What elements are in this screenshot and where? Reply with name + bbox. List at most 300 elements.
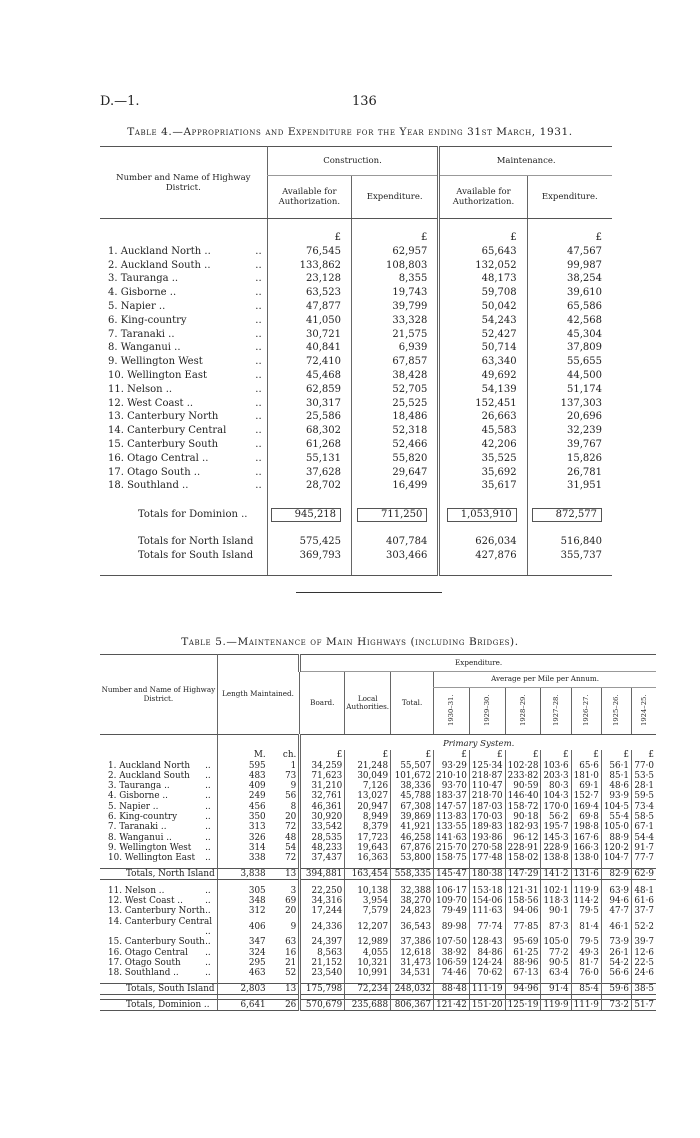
t5-unit: £	[505, 750, 541, 760]
t4-totals-south-m-exp: 355,737	[527, 549, 612, 563]
t5-local: 72,234	[345, 983, 391, 994]
t5-unit: £	[391, 750, 434, 760]
t4-totals-dominion-c-exp	[352, 507, 439, 523]
t5-chains: 73	[285, 770, 297, 781]
t5-avg-6: 39·7	[632, 937, 657, 947]
t4-row	[100, 272, 612, 286]
t4-totals-dominion-value: 1,053,910	[447, 508, 517, 522]
t5-miles: 326	[217, 833, 267, 843]
t4-totals-dominion-m-avail	[439, 507, 527, 523]
t4-district-name: 13. Canterbury North	[108, 411, 219, 423]
t5-avg-3: 203·3	[541, 771, 571, 781]
t4-leader-dots: ..	[255, 342, 262, 354]
t5-row-district	[100, 791, 217, 801]
t5-system-blank	[100, 735, 217, 751]
t5-local: 12,207	[345, 917, 391, 938]
t4-district	[100, 341, 267, 355]
t5-local: 163,454	[345, 868, 391, 879]
t5-avg-5: 93·9	[601, 791, 631, 801]
t5-avg-2: 158·72	[505, 802, 541, 812]
t5-avg-1: 151·20	[469, 999, 505, 1010]
t5-board: 570,679	[300, 999, 345, 1010]
t5-row-label: 18. Southland ..	[108, 968, 179, 979]
t5-avg-0: 106·17	[434, 886, 470, 896]
t4-district	[100, 314, 267, 328]
t5-avg-1: 180·38	[469, 868, 505, 879]
t4-totals-dominion-value: 711,250	[357, 508, 427, 522]
t5-row	[100, 843, 656, 853]
t5-chains: 13	[268, 868, 300, 879]
t4-spacer-cell	[267, 219, 351, 232]
t5-board: 8,563	[300, 948, 345, 958]
t5-col-length: Length Maintained.	[217, 655, 300, 735]
t4-m-available: 50,042	[439, 300, 527, 314]
t5-avg-1: 111·19	[469, 983, 505, 994]
t5-chains: 9	[290, 781, 297, 792]
t5-miles: 456	[217, 802, 267, 812]
t4-c-available: 23,128	[267, 272, 351, 286]
t5-total: 67,308	[391, 802, 434, 812]
t5-avg-1: 110·47	[469, 781, 505, 791]
t4-district-name: 14. Canterbury Central	[108, 425, 227, 437]
t4-m-available: 35,525	[439, 452, 527, 466]
t5-row-district	[100, 761, 217, 771]
t5-avg-4: 69·1	[571, 781, 601, 791]
t5-total: 41,921	[391, 822, 434, 832]
t4-leader-dots: ..	[255, 452, 262, 464]
t5-avg-5: 63·9	[601, 886, 631, 896]
t4-c-expenditure: 55,820	[352, 452, 439, 466]
t5-total: 32,388	[391, 886, 434, 896]
t5-row-district	[100, 948, 217, 958]
t5-local: 3,954	[345, 896, 391, 906]
t4-totals-dominion-m-exp	[527, 507, 612, 523]
t5-chains: 72	[285, 822, 297, 833]
t5-chains: 8	[290, 801, 297, 812]
t5-year-5	[601, 688, 631, 735]
t5-avg-1: 125·34	[469, 761, 505, 771]
t5-year-label: 1924–25.	[639, 694, 648, 726]
t4-m-expenditure: 51,174	[527, 383, 612, 397]
t5-total-south-label: Totals, South Island	[126, 983, 215, 994]
t5-avg-5: 82·9	[601, 868, 631, 879]
t5-unit: £	[601, 750, 631, 760]
t5-avg-0: 210·10	[434, 771, 470, 781]
table4-title: Table 4.—Appropriations and Expenditure for the Year ending 31st March, 1931.	[127, 126, 573, 138]
t5-avg-1: 124·24	[469, 958, 505, 968]
t4-leader-dots: ..	[255, 369, 262, 381]
t5-local: 10,138	[345, 886, 391, 896]
t4-district-name: 8. Wanganui ..	[108, 342, 181, 354]
t5-avg-4: 152·7	[571, 791, 601, 801]
t4-district-name: 5. Napier ..	[108, 300, 166, 312]
table5	[100, 654, 656, 1011]
t5-miles: 249	[217, 791, 267, 801]
t4-m-expenditure: 55,655	[527, 355, 612, 369]
t4-c-available: 30,721	[267, 328, 351, 342]
t4-district	[100, 479, 267, 493]
t4-totals-north-c-avail: 575,425	[267, 535, 351, 549]
t5-avg-4: 111·9	[571, 999, 601, 1010]
t5-avg-6: 48·1	[632, 886, 657, 896]
t4-unit: £	[352, 231, 439, 245]
t4-m-available: 42,206	[439, 438, 527, 452]
t5-row-district	[100, 917, 217, 938]
t5-row	[100, 761, 656, 771]
t5-chains: 13	[268, 983, 300, 994]
t5-avg-4: 166·3	[571, 843, 601, 853]
t5-total: 46,258	[391, 833, 434, 843]
t4-district	[100, 300, 267, 314]
t4-m-expenditure: 137,303	[527, 397, 612, 411]
t5-avg-5: 73·2	[601, 999, 631, 1010]
t5-avg-3: 80·3	[541, 781, 571, 791]
t5-avg-2: 102·28	[505, 761, 541, 771]
t5-avg-5: 46·1	[601, 917, 631, 938]
t4-spacer-cell	[267, 523, 351, 535]
t5-avg-6: 58·5	[632, 812, 657, 822]
t4-district-name: 17. Otago South ..	[108, 466, 201, 478]
t4-m-available: 54,139	[439, 383, 527, 397]
t5-year-6	[632, 688, 657, 735]
t4-leader-dots: ..	[255, 383, 262, 395]
t4-m-available: 50,714	[439, 341, 527, 355]
t5-unit: £	[434, 750, 470, 760]
t5-avg-2: 125·19	[505, 999, 541, 1010]
t5-row	[100, 906, 656, 916]
t4-leader-dots: ..	[255, 259, 262, 271]
t4-totals-dominion-value: 945,218	[271, 508, 341, 522]
t5-total: 31,473	[391, 958, 434, 968]
t5-total: 38,336	[391, 781, 434, 791]
t5-row-label: 2. Auckland South	[108, 770, 190, 781]
t4-leader-dots: ..	[255, 287, 262, 299]
t5-leader-dots: ..	[205, 760, 211, 771]
t4-district-name: 2. Auckland South ..	[108, 259, 211, 271]
t5-avg-0: 133·55	[434, 822, 470, 832]
t5-avg-3: 228·9	[541, 843, 571, 853]
t4-district	[100, 410, 267, 424]
t5-body	[100, 735, 656, 1011]
t5-avg-6: 59·5	[632, 791, 657, 801]
t4-spacer-cell	[527, 523, 612, 535]
t5-avg-4: 169·4	[571, 802, 601, 812]
t5-total-south	[100, 983, 656, 994]
t4-m-available: 48,173	[439, 272, 527, 286]
t5-row-label: 16. Otago Central	[108, 947, 188, 958]
t4-c-expenditure: 52,466	[352, 438, 439, 452]
t5-avg-0: 93·29	[434, 761, 470, 771]
t5-year-0	[434, 688, 470, 735]
t4-totals-dominion-label: Totals for Dominion ..	[138, 509, 248, 521]
t5-avg-3: 118·3	[541, 896, 571, 906]
t4-row	[100, 259, 612, 273]
t4-district-name: 6. King-country	[108, 314, 187, 326]
t5-avg-1: 153·18	[469, 886, 505, 896]
t4-c-available: 30,317	[267, 397, 351, 411]
t5-avg-2: 90·59	[505, 781, 541, 791]
t5-chains: 72	[285, 853, 297, 864]
t5-avg-2: 94·96	[505, 983, 541, 994]
t5-row-label: 6. King-country	[108, 812, 178, 823]
t5-avg-3: 56·2	[541, 812, 571, 822]
t5-system-blank	[217, 735, 267, 751]
t4-leader-dots: ..	[255, 438, 262, 450]
t5-row-label: 10. Wellington East	[108, 853, 196, 864]
t5-unit: £	[632, 750, 657, 760]
t4-district	[100, 397, 267, 411]
t5-row-district	[100, 896, 217, 906]
t5-miles: 595	[217, 761, 267, 771]
t4-totals-north-m-exp: 516,840	[527, 535, 612, 549]
t5-local: 16,363	[345, 853, 391, 863]
t5-total: 55,507	[391, 761, 434, 771]
t5-avg-6: 54·4	[632, 833, 657, 843]
t4-row	[100, 245, 612, 259]
t4-m-available: 65,643	[439, 245, 527, 259]
t5-avg-3: 90·5	[541, 958, 571, 968]
t4-spacer-cell	[439, 563, 527, 576]
t5-miles: 409	[217, 781, 267, 791]
t5-local: 13,027	[345, 791, 391, 801]
t4-district-name: 10. Wellington East	[108, 369, 207, 381]
t4-district-name: 3. Tauranga ..	[108, 273, 179, 285]
t5-local: 10,991	[345, 968, 391, 978]
t4-c-available: 45,468	[267, 369, 351, 383]
t5-avg-6: 73·4	[632, 802, 657, 812]
t5-avg-5: 59·6	[601, 983, 631, 994]
t5-row	[100, 968, 656, 978]
t5-avg-5: 104·7	[601, 853, 631, 863]
t5-leader-dots: ..	[205, 822, 211, 833]
t5-total: 101,672	[391, 771, 434, 781]
t5-avg-1: 218·87	[469, 771, 505, 781]
t5-miles: 2,803	[217, 983, 267, 994]
t5-avg-2: 88·96	[505, 958, 541, 968]
t5-board: 48,233	[300, 843, 345, 853]
t4-col-m-available: Available for Authorization.	[439, 176, 527, 219]
t5-row-label: 4. Gisborne ..	[108, 791, 168, 802]
t5-row-district	[100, 843, 217, 853]
t5-avg-2: 158·56	[505, 896, 541, 906]
t5-avg-4: 65·6	[571, 761, 601, 771]
t4-spacer-cell	[527, 493, 612, 507]
t4-m-available: 35,617	[439, 479, 527, 493]
t4-spacer-cell	[352, 523, 439, 535]
t4-c-available: 72,410	[267, 355, 351, 369]
t4-spacer-cell	[352, 563, 439, 576]
t5-avg-3: 90·1	[541, 906, 571, 916]
t4-m-expenditure: 99,987	[527, 259, 612, 273]
t5-avg-2: 158·02	[505, 853, 541, 863]
t4-col-district: Number and Name of Highway District.	[100, 147, 267, 219]
t5-row-district	[100, 937, 217, 947]
t5-leader-dots: ..	[205, 832, 211, 843]
t5-avg-1: 128·43	[469, 937, 505, 947]
t5-total-dominion	[100, 999, 656, 1010]
t5-avg-5: 26·1	[601, 948, 631, 958]
t5-leader-dots: ..	[205, 896, 211, 907]
t5-avg-3: 102·1	[541, 886, 571, 896]
t5-total-north-label: Totals, North Island	[126, 868, 215, 879]
t5-avg-3: 77·2	[541, 948, 571, 958]
t4-m-expenditure: 15,826	[527, 452, 612, 466]
t4-spacer-cell	[267, 563, 351, 576]
t5-row-label: 8. Wanganui ..	[108, 832, 172, 843]
t5-avg-0: 215·70	[434, 843, 470, 853]
t4-spacer-cell	[100, 493, 267, 507]
section-divider	[296, 592, 442, 593]
t4-leader-dots: ..	[255, 245, 262, 257]
t5-year-2	[505, 688, 541, 735]
t5-total: 12,618	[391, 948, 434, 958]
t5-total: 34,531	[391, 968, 434, 978]
t4-row	[100, 383, 612, 397]
t4-col-c-available: Available for Authorization.	[267, 176, 351, 219]
t4-district-name: 1. Auckland North ..	[108, 245, 211, 257]
t4-c-available: 62,859	[267, 383, 351, 397]
t4-leader-dots: ..	[255, 356, 262, 368]
t4-m-expenditure: 44,500	[527, 369, 612, 383]
t5-group-average: Average per Mile per Annum.	[434, 672, 656, 688]
t4-district-name: 9. Wellington West	[108, 356, 203, 368]
t5-avg-2: 95·69	[505, 937, 541, 947]
t5-avg-6: 77·0	[632, 761, 657, 771]
t5-avg-6: 22·5	[632, 958, 657, 968]
t4-district	[100, 369, 267, 383]
t5-unit: £	[300, 750, 345, 760]
t5-leader-dots: ..	[205, 906, 211, 917]
t4-totals-dominion	[100, 507, 612, 523]
t5-total: 24,823	[391, 906, 434, 916]
t5-total: 248,032	[391, 983, 434, 994]
t4-totals-north-label: Totals for North Island	[138, 535, 254, 547]
t5-avg-0: 121·42	[434, 999, 470, 1010]
t5-row	[100, 948, 656, 958]
t4-unit: £	[267, 231, 351, 245]
t4-m-expenditure: 20,696	[527, 410, 612, 424]
t4-district-name: 12. West Coast ..	[108, 397, 194, 409]
t5-row	[100, 822, 656, 832]
t5-avg-0: 147·57	[434, 802, 470, 812]
t5-avg-4: 69·8	[571, 812, 601, 822]
t5-miles: 314	[217, 843, 267, 853]
t4-m-expenditure: 26,781	[527, 466, 612, 480]
t5-year-label: 1930–31.	[447, 694, 456, 726]
t5-unit-row	[100, 750, 656, 760]
t5-year-1	[469, 688, 505, 735]
t5-board: 32,761	[300, 791, 345, 801]
t5-avg-6: 37·7	[632, 906, 657, 916]
t5-row	[100, 781, 656, 791]
t4-m-expenditure: 47,567	[527, 245, 612, 259]
t5-row-district	[100, 833, 217, 843]
t4-spacer-cell	[439, 493, 527, 507]
t5-system-label: Primary System.	[300, 735, 656, 751]
t5-chains: 54	[285, 842, 297, 853]
t4-unit: £	[527, 231, 612, 245]
t5-avg-5: 88·9	[601, 833, 631, 843]
t5-local: 7,579	[345, 906, 391, 916]
t5-total: 38,270	[391, 896, 434, 906]
t5-avg-0: 89·98	[434, 917, 470, 938]
t4-c-expenditure: 8,355	[352, 272, 439, 286]
t4-district-name: 7. Taranaki ..	[108, 328, 175, 340]
t5-row-district	[100, 781, 217, 791]
t4-c-available: 25,586	[267, 410, 351, 424]
t4-c-available: 133,862	[267, 259, 351, 273]
t4-row	[100, 328, 612, 342]
t5-local: 10,321	[345, 958, 391, 968]
t5-row-label: 12. West Coast ..	[108, 896, 183, 907]
t4-spacer-cell	[439, 523, 527, 535]
t5-avg-2: 146·40	[505, 791, 541, 801]
t4-district	[100, 328, 267, 342]
t5-board: 17,244	[300, 906, 345, 916]
t5-row	[100, 958, 656, 968]
t5-row	[100, 802, 656, 812]
t5-avg-6: 61·6	[632, 896, 657, 906]
t4-group-construction: Construction.	[267, 147, 439, 176]
t5-total-dominion-label: Totals, Dominion ..	[126, 999, 210, 1010]
t5-unit: £	[469, 750, 505, 760]
t4-district-name: 16. Otago Central ..	[108, 452, 209, 464]
t4-spacer	[100, 563, 612, 576]
t5-avg-5: 55·4	[601, 812, 631, 822]
t5-year-4	[571, 688, 601, 735]
t5-board: 34,259	[300, 761, 345, 771]
t5-total: 37,386	[391, 937, 434, 947]
page-number: 136	[352, 94, 377, 109]
t5-miles: 483	[217, 771, 267, 781]
t5-chains: 9	[290, 921, 297, 932]
t5-board: 71,623	[300, 771, 345, 781]
t5-avg-4: 138·0	[571, 853, 601, 863]
t5-row-label: 9. Wellington West	[108, 842, 192, 853]
t5-row	[100, 886, 656, 896]
t5-avg-1: 111·63	[469, 906, 505, 916]
t5-total: 558,335	[391, 868, 434, 879]
t4-spacer	[100, 493, 612, 507]
t4-district	[100, 245, 267, 259]
t4-spacer	[100, 219, 612, 232]
t5-avg-6: 53·5	[632, 771, 657, 781]
t4-c-available: 55,131	[267, 452, 351, 466]
t5-row-label: 13. Canterbury North	[108, 906, 206, 917]
t5-row	[100, 771, 656, 781]
t5-avg-0: 88·48	[434, 983, 470, 994]
t4-totals-dominion-value: 872,577	[532, 508, 602, 522]
t4-c-available: 76,545	[267, 245, 351, 259]
t5-avg-0: 79·49	[434, 906, 470, 916]
t5-avg-1: 193·86	[469, 833, 505, 843]
t5-chains: 1	[290, 760, 297, 771]
t5-avg-6: 77·7	[632, 853, 657, 863]
t5-avg-2: 61·25	[505, 948, 541, 958]
t5-total-south-district	[100, 983, 217, 994]
t5-leader-dots: ..	[205, 947, 211, 958]
t4-leader-dots: ..	[255, 466, 262, 478]
t5-unit: £	[345, 750, 391, 760]
t5-avg-6: 24·6	[632, 968, 657, 978]
t5-avg-3: 105·0	[541, 937, 571, 947]
t5-local: 20,947	[345, 802, 391, 812]
t5-board: 31,210	[300, 781, 345, 791]
t5-board: 33,542	[300, 822, 345, 832]
t5-avg-4: 79·5	[571, 937, 601, 947]
t5-avg-3: 145·3	[541, 833, 571, 843]
t4-spacer	[100, 523, 612, 535]
